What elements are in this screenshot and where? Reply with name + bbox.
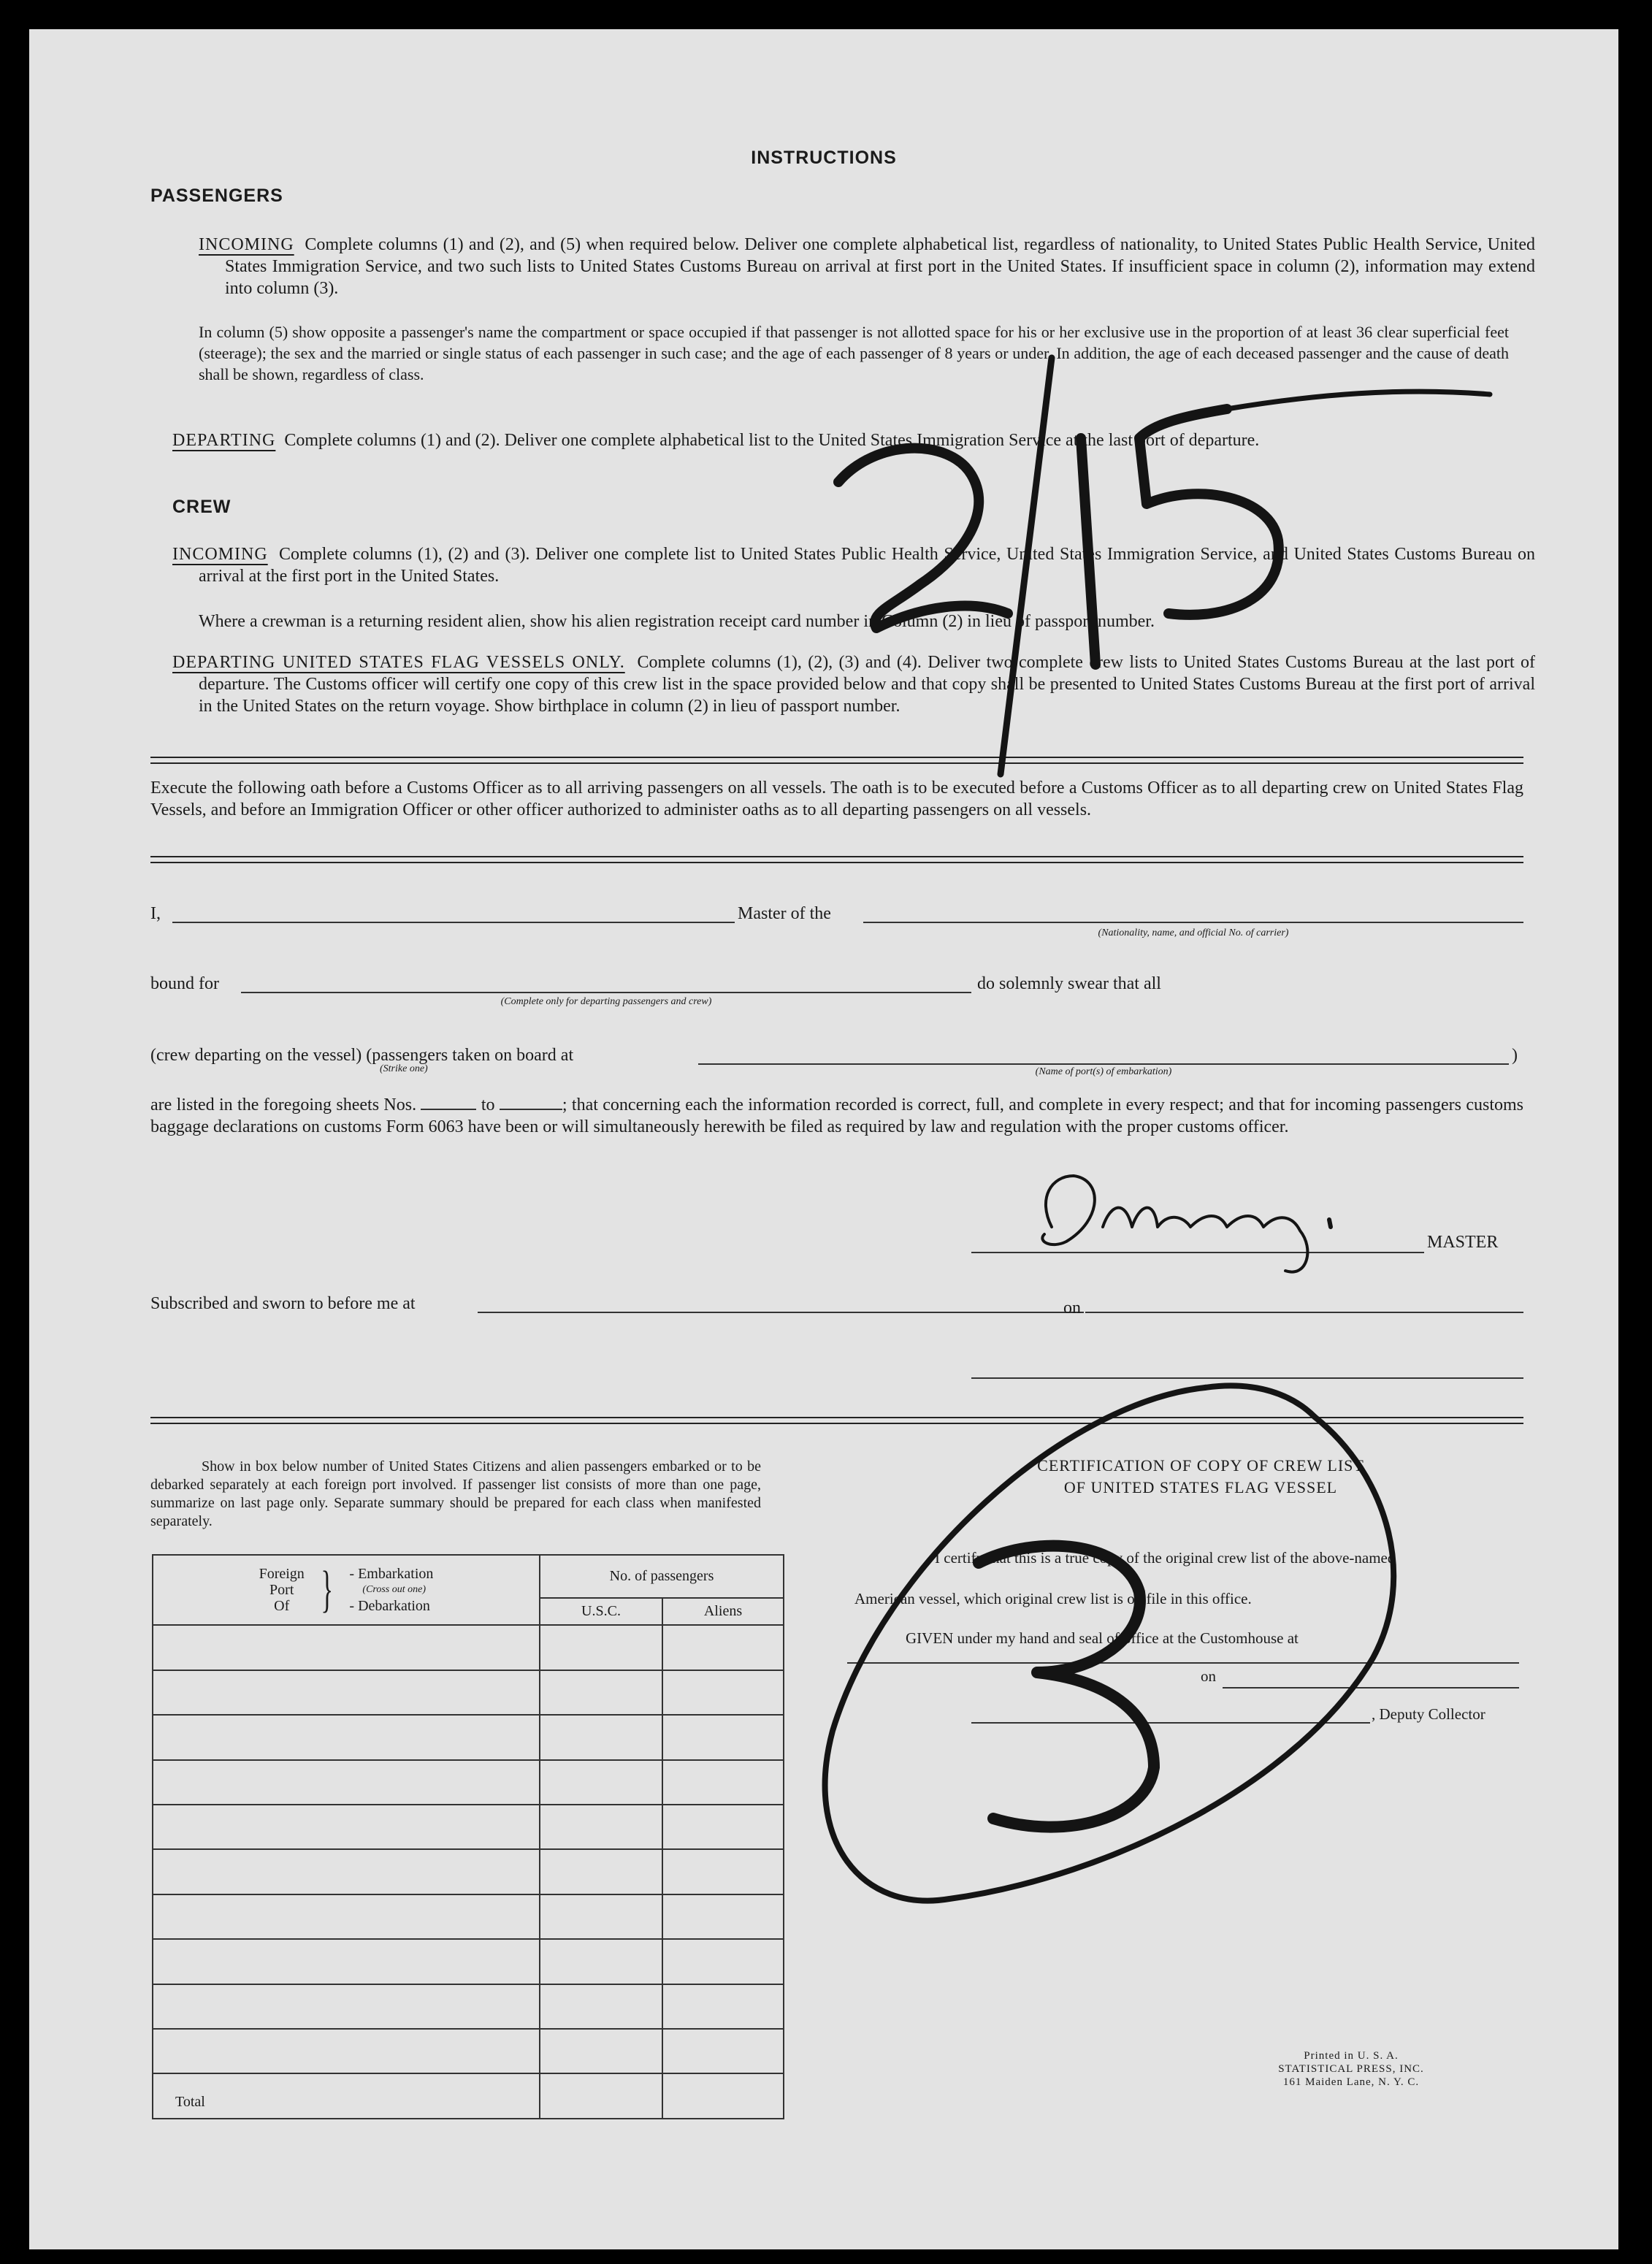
printer-line: 161 Maiden Lane, N. Y. C. [1282, 2076, 1420, 2088]
passengers-departing-label: DEPARTING [172, 431, 276, 450]
passengers-incoming-label: INCOMING [199, 235, 294, 254]
signature-dot [1329, 1220, 1331, 1227]
ports-caption: (Name of port(s) of embarkation) [1035, 1066, 1172, 1077]
numeral-5-tail [1227, 391, 1490, 409]
crew-incoming-text: Complete columns (1), (2) and (3). Deliver one complete list to United States Public Health Service, United States Immigration Service, and United States Customs Bureau on arrival at the first port in the United States. [199, 545, 1536, 586]
crew-departing-text: Complete columns (1), (2), (3) and (4). Deliver two complete crew lists to United States Customs Bureau at the last port of departure. The Customs officer will certify one copy of this crew list in the space provided below and that copy shall be presented to United States Customs Bureau at the first port of arrival in the United States on the return voyage. Show birthplace in column (2) in lieu of passport number. [199, 653, 1535, 716]
port-header-line: Of [274, 1598, 290, 1615]
cross-out-caption: (Cross out one) [362, 1584, 427, 1596]
oath-instruction: Execute the following oath before a Customs Officer as to all arriving passengers on all vessels. The oath is to be executed before a Customs Officer as to all departing crew on United States Flag Vessels, and before an Immigration Officer or other officer authorized to administer oaths as to all departing passengers on all vessels. [150, 779, 1523, 819]
cert-on-label: on [1201, 1667, 1216, 1685]
summary-instruction: Show in box below number of United States Citizens and alien passengers embarked or to be debarked separately at each foreign port involved. If passenger list consists of more than one page, summarize on last page only. Separate summary should be prepared for each class when manifested separately. [150, 1458, 761, 1529]
printer-line: STATISTICAL PRESS, INC. [1278, 2063, 1424, 2075]
crew-incoming-label: INCOMING [172, 545, 268, 564]
slash-stroke [1001, 358, 1052, 774]
certification-title-line: CERTIFICATION OF COPY OF CREW LIST [1037, 1456, 1364, 1475]
circled-number-3 [825, 1385, 1394, 1900]
port-header-line: Foreign [259, 1566, 305, 1583]
certification-title-line: OF UNITED STATES FLAG VESSEL [1063, 1478, 1338, 1496]
numeral-3-stroke [979, 1546, 1154, 1827]
form-sheet [29, 29, 1618, 2249]
american-vessel-text: American vessel, which original crew list is on file in this office. [854, 1590, 1252, 1607]
bound-for-label: bound for [150, 974, 219, 993]
master-of-label: Master of the [738, 904, 831, 923]
usc-header: U.S.C. [540, 1598, 662, 1625]
page-title: INSTRUCTIONS [751, 148, 897, 168]
crew-departing-strike: (crew departing on the vessel) (passengers taken on board at [150, 1046, 574, 1065]
brace-glyph: } [321, 1561, 334, 1618]
port-header-line: Port [269, 1582, 294, 1599]
handwritten-number-2-15 [838, 358, 1490, 774]
handwriting-overlay [29, 29, 1618, 2249]
passengers-departing-text: Complete columns (1) and (2). Deliver one complete alphabetical list to the United States Immigration Service at the last port of departure. [284, 431, 1260, 450]
total-label: Total [153, 2073, 540, 2119]
crew-resident-paragraph: Where a crewman is a returning resident alien, show his alien registration receipt card number in Column (2) in lieu of passport number. [199, 612, 1155, 631]
listed-text-a: are listed in the foregoing sheets Nos. [150, 1095, 417, 1114]
signature-stroke [1042, 1176, 1095, 1244]
oath-i-label: I, [150, 904, 161, 923]
signature-stroke [1103, 1208, 1307, 1272]
bound-for-caption: (Complete only for departing passengers and crew) [500, 996, 712, 1007]
numeral-1-stroke [1081, 438, 1095, 665]
passengers-column5-paragraph: In column (5) show opposite a passenger's name the compartment or space occupied if that passenger is not allotted space for his or her exclusive use in the proportion of at least 36 clear superficial feet (steerage); the sex and the married or single status of each passenger in such case; and the age of each passenger of 8 years or under. In addition, the age of each deceased passenger and the cause of death shall be shown, regardless of class. [199, 323, 1509, 383]
strike-caption: (Strike one) [380, 1063, 428, 1074]
listed-to-label: to [481, 1095, 495, 1114]
sworn-on-label: on [1063, 1299, 1081, 1318]
circle-close-stroke [1205, 1385, 1315, 1417]
crew-departing-label: DEPARTING UNITED STATES FLAG VESSELS ONLY. [172, 653, 625, 672]
numeral-2-stroke [838, 448, 1008, 628]
carrier-caption: (Nationality, name, and official No. of carrier) [1098, 928, 1289, 938]
aliens-header: Aliens [662, 1598, 784, 1625]
crew-heading: CREW [172, 497, 232, 517]
listed-text-b: ; that concerning each the information recorded is correct, full, and complete in every respect; and that for incoming passengers customs baggage declarations on customs Form 6063 have been or will simultaneously herewith be filed as required by law and regulation with the proper customs officer. [150, 1095, 1524, 1136]
certify-text: I certify that this is a true copy of the original crew list of the above-named [935, 1549, 1396, 1567]
close-paren: ) [1512, 1046, 1518, 1065]
given-text: GIVEN under my hand and seal of office at the Customhouse at [906, 1629, 1299, 1647]
master-signature [1042, 1176, 1331, 1272]
numeral-5-stroke [1139, 409, 1279, 615]
subscribed-label: Subscribed and sworn to before me at [150, 1294, 416, 1313]
debarkation-label: - Debarkation [349, 1598, 430, 1615]
passengers-incoming-text: Complete columns (1) and (2), and (5) when required below. Deliver one complete alphabetical list, regardless of nationality, to United States Public Health Service, United States Immigration Service, and two such lists to United States Customs Bureau on arrival at first port in the United States. If insufficient space in column (2), information may extend into column (3). [225, 235, 1535, 298]
master-label: MASTER [1427, 1233, 1499, 1252]
printer-line: Printed in U. S. A. [1304, 2050, 1399, 2062]
embarkation-label: - Embarkation [349, 1566, 434, 1583]
passengers-heading: PASSENGERS [150, 186, 283, 206]
deputy-collector-label: , Deputy Collector [1372, 1705, 1485, 1723]
no-passengers-header: No. of passengers [540, 1555, 784, 1598]
swear-text: do solemnly swear that all [977, 974, 1161, 993]
